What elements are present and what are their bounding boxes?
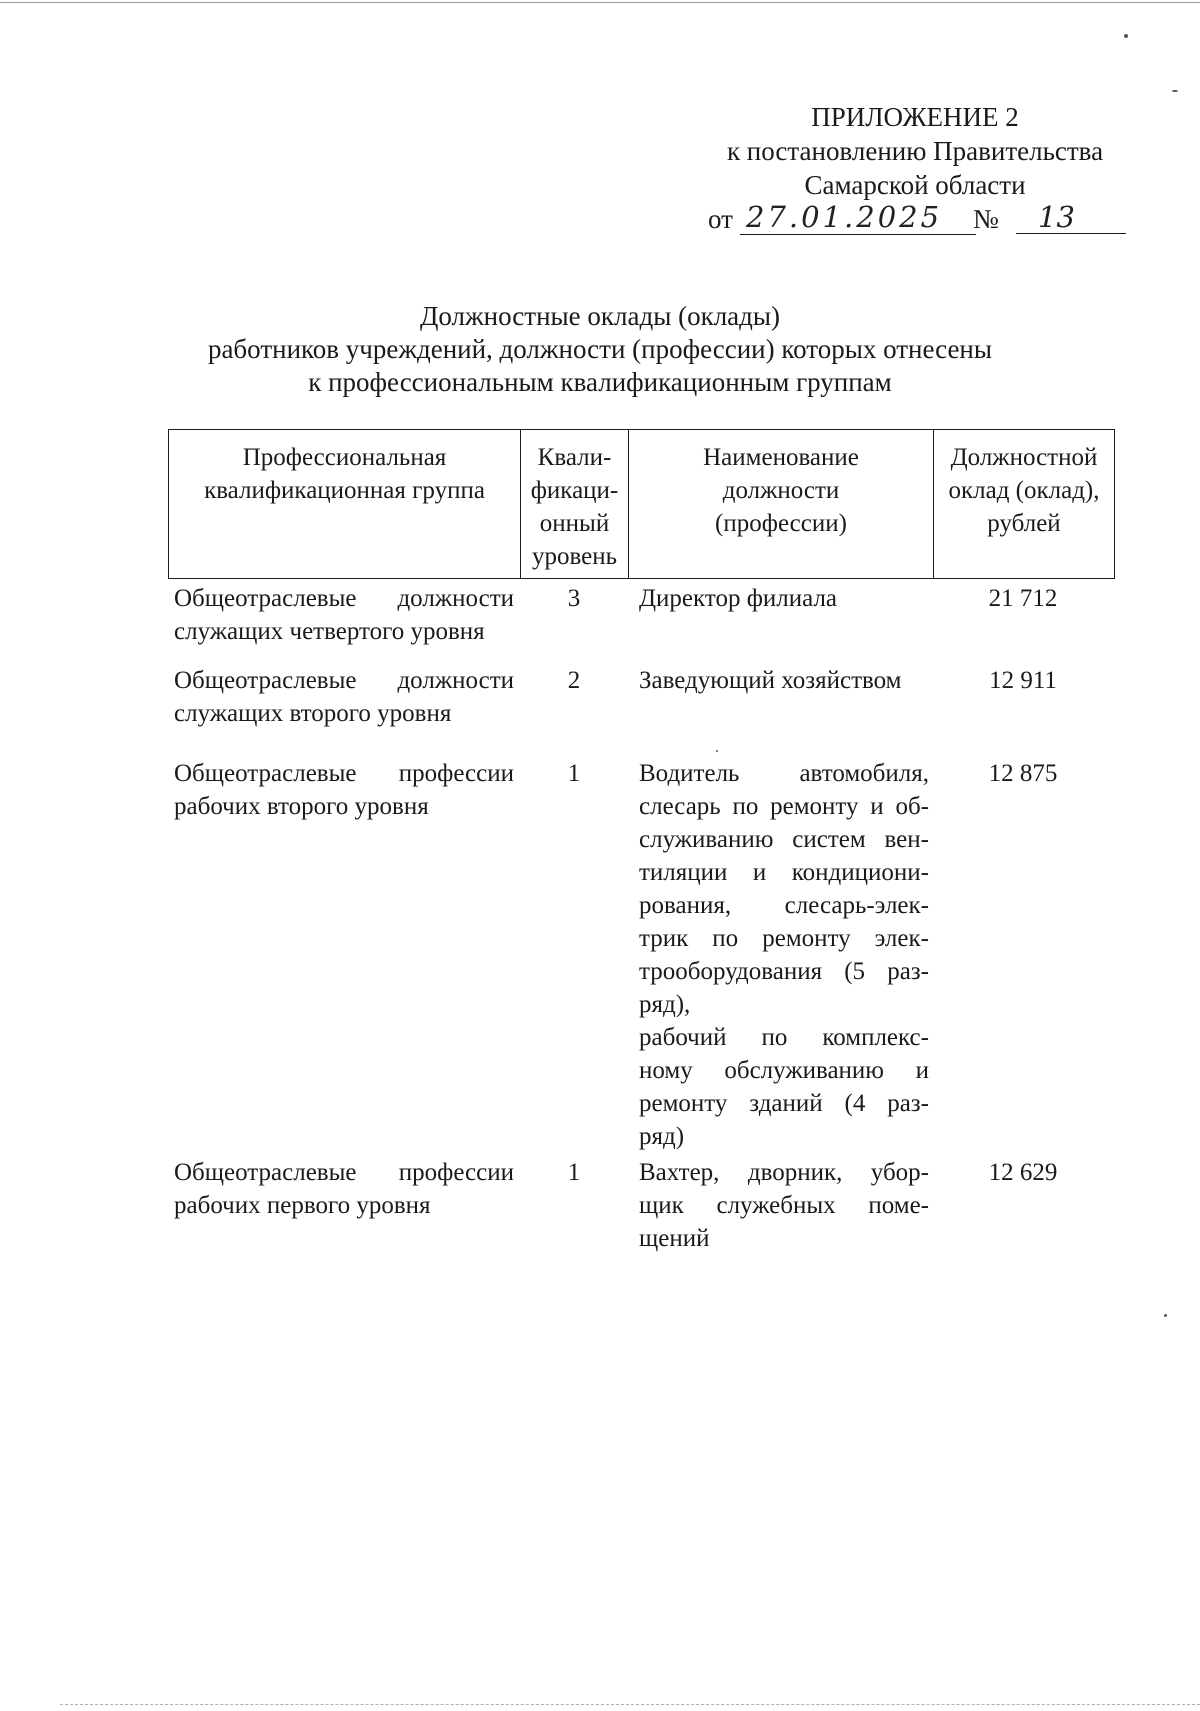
scan-speck	[716, 750, 718, 752]
position-line: щений	[639, 1225, 710, 1252]
position-line: ряд)	[639, 1123, 685, 1150]
group-line: рабочих первого уровня	[174, 1192, 431, 1219]
group-line: рабочих второго уровня	[174, 793, 429, 820]
word: служебных	[716, 1192, 836, 1219]
word: (4	[844, 1090, 866, 1117]
word: комплекс-	[822, 1024, 929, 1051]
position-line	[639, 889, 929, 922]
word: поме-	[868, 1192, 929, 1219]
header-position-line: Наименование	[703, 444, 859, 471]
group-line	[174, 582, 514, 615]
row-group	[174, 1156, 514, 1222]
header-level	[521, 430, 629, 578]
group-line	[174, 664, 514, 697]
header-position	[629, 430, 934, 578]
header-salary-line: рублей	[987, 510, 1061, 537]
position-line: ряд),	[639, 991, 691, 1018]
word: автомобиля,	[799, 760, 929, 787]
row-salary: 12 875	[988, 760, 1058, 787]
word: Общеотраслевые	[174, 760, 357, 787]
row-salary: 12 629	[988, 1159, 1058, 1186]
group-line: служащих второго уровня	[174, 700, 452, 727]
position-line	[639, 823, 929, 856]
appendix-date-number	[708, 200, 1128, 236]
number-label: №	[973, 204, 999, 234]
row-group	[174, 664, 514, 730]
word: дворник,	[747, 1159, 843, 1186]
scan-speck	[1164, 1314, 1167, 1317]
word: щик	[639, 1192, 684, 1219]
word: слесарь-элек-	[784, 892, 929, 919]
group-line	[174, 757, 514, 790]
row-group	[174, 582, 514, 648]
header-salary	[934, 430, 1114, 578]
word: ному	[639, 1057, 693, 1084]
word: профессии	[398, 760, 514, 787]
appendix-header	[700, 100, 1130, 202]
handwritten-number: 13	[1016, 200, 1126, 234]
position-line	[639, 1189, 929, 1222]
word: трик	[639, 925, 689, 952]
row-level: 1	[567, 1159, 581, 1186]
top-border-line	[0, 2, 1200, 3]
row-position	[639, 664, 929, 697]
word: должности	[397, 585, 514, 612]
word: должности	[397, 667, 514, 694]
header-group-line: квалификационная группа	[204, 477, 485, 504]
position-line	[639, 757, 929, 790]
header-group	[169, 430, 521, 578]
row-level: 3	[567, 585, 581, 612]
word: по	[712, 925, 739, 952]
word: и	[870, 793, 884, 820]
word: Вахтер,	[639, 1159, 720, 1186]
handwritten-date: 27.01.2025	[740, 200, 976, 235]
word: ремонту	[639, 1090, 728, 1117]
group-line	[174, 1156, 514, 1189]
row-salary: 12 911	[989, 667, 1057, 694]
position-line	[639, 1087, 929, 1120]
word: обслуживанию	[724, 1057, 884, 1084]
header-position-line: (профессии)	[715, 510, 847, 537]
document-title	[150, 300, 1050, 399]
position-line	[639, 1021, 929, 1054]
word: трооборудования	[639, 958, 823, 985]
header-group-line: Профессиональная	[242, 444, 447, 471]
scan-speck	[1172, 90, 1178, 92]
title-line-2: работников учреждений, должности (профессии) которых отнесены	[207, 334, 993, 364]
group-line: служащих четвертого уровня	[174, 618, 485, 645]
word: элек-	[874, 925, 929, 952]
word: (5	[844, 958, 866, 985]
bottom-border-line	[60, 1704, 1200, 1705]
word: кондициони-	[791, 859, 929, 886]
word: об-	[895, 793, 929, 820]
position-line	[639, 955, 929, 988]
row-level: 1	[567, 760, 581, 787]
row-group	[174, 757, 514, 823]
word: Общеотраслевые	[174, 585, 357, 612]
word: и	[752, 859, 767, 886]
header-level-line: уровень	[531, 543, 618, 570]
header-salary-line: Должностной	[950, 444, 1098, 471]
scan-speck	[1124, 34, 1128, 38]
word: зданий	[749, 1090, 823, 1117]
header-level-line: фикаци-	[530, 477, 619, 504]
header-salary-line: оклад (оклад),	[948, 477, 1100, 504]
word: рования,	[639, 892, 732, 919]
date-prefix: от	[708, 204, 733, 234]
word: Водитель	[639, 760, 740, 787]
word: убор-	[870, 1159, 929, 1186]
word: рабочий	[639, 1024, 727, 1051]
position-line	[639, 922, 929, 955]
row-level: 2	[567, 667, 581, 694]
title-line-1: Должностные оклады (оклады)	[419, 301, 781, 331]
appendix-line-2: Самарской области	[804, 170, 1026, 200]
word: Общеотраслевые	[174, 1159, 357, 1186]
word: ремонту	[762, 925, 851, 952]
position-line	[639, 1054, 929, 1087]
word: Общеотраслевые	[174, 667, 357, 694]
row-salary: 21 712	[988, 585, 1058, 612]
table-header	[168, 429, 1115, 579]
word: раз-	[887, 958, 929, 985]
row-position	[639, 757, 929, 1153]
word: тиляции	[639, 859, 728, 886]
row-position	[639, 582, 929, 615]
appendix-title: ПРИЛОЖЕНИЕ 2	[811, 102, 1019, 132]
position-line: Директор филиала	[639, 585, 838, 612]
position-line: Заведующий хозяйством	[639, 667, 902, 694]
word: по	[732, 793, 759, 820]
word: раз-	[887, 1090, 929, 1117]
position-line	[639, 790, 929, 823]
word: систем	[792, 826, 866, 853]
header-level-line: Квали-	[537, 444, 612, 471]
word: профессии	[398, 1159, 514, 1186]
word: вен-	[884, 826, 929, 853]
word: служиванию	[639, 826, 774, 853]
word: ремонту	[770, 793, 859, 820]
row-position	[639, 1156, 929, 1255]
appendix-line-1: к постановлению Правительства	[726, 136, 1104, 166]
word: по	[761, 1024, 788, 1051]
word: и	[915, 1057, 929, 1084]
position-line	[639, 1156, 929, 1189]
title-line-3: к профессиональным квалификационным группам	[308, 367, 892, 397]
header-position-line: должности	[722, 477, 840, 504]
header-level-line: онный	[539, 510, 610, 537]
word: слесарь	[639, 793, 721, 820]
position-line	[639, 856, 929, 889]
